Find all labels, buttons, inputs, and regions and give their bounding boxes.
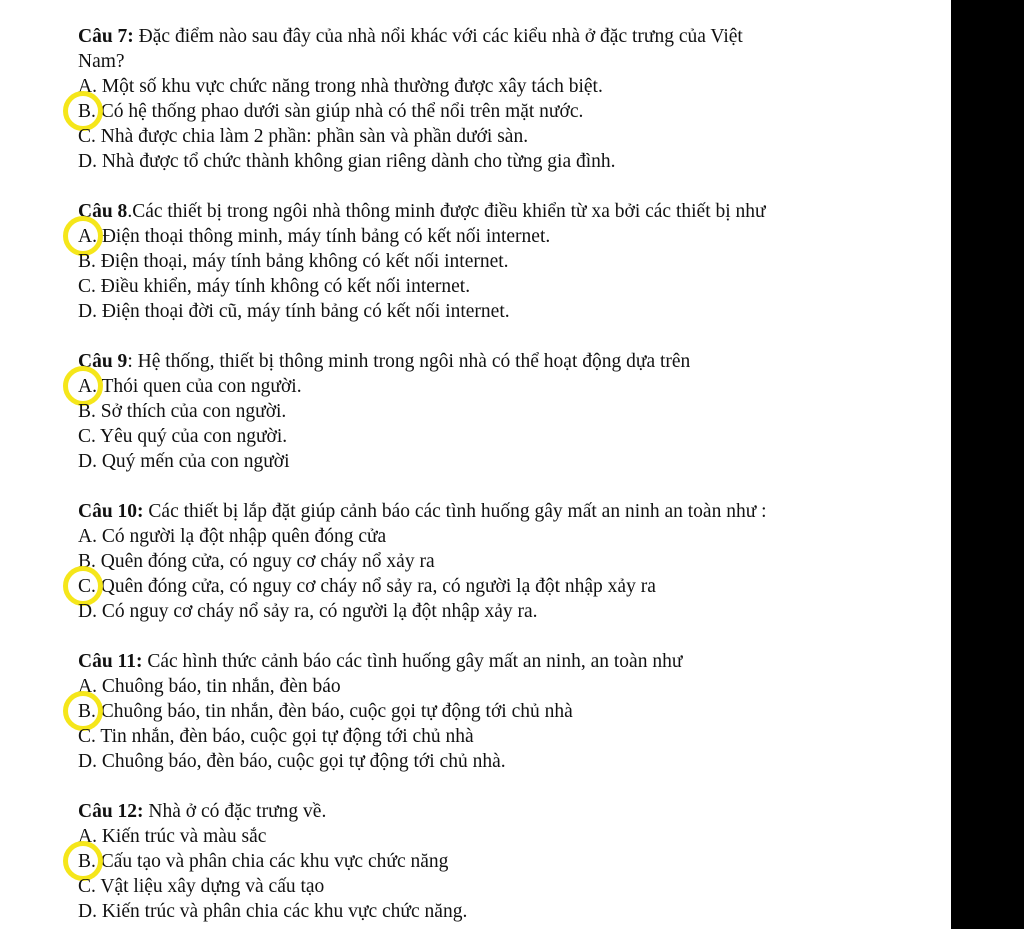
question-12-option-d: D. Kiến trúc và phân chia các khu vực chức năng. bbox=[78, 901, 468, 922]
question-9-stem: Câu 9: Hệ thống, thiết bị thông minh trong ngôi nhà có thể hoạt động dựa trên bbox=[78, 351, 691, 372]
question-sheet bbox=[78, 24, 938, 924]
question-7-option-a: A. Một số khu vực chức năng trong nhà thường được xây tách biệt. bbox=[78, 76, 603, 97]
question-10-option-d: D. Có nguy cơ cháy nổ sảy ra, có người lạ đột nhập xảy ra. bbox=[78, 601, 538, 622]
question-9-option-b: B. Sở thích của con người. bbox=[78, 401, 287, 422]
question-label: Câu 8 bbox=[78, 201, 128, 222]
question-11-option-c: C. Tin nhắn, đèn báo, cuộc gọi tự động tới chủ nhà bbox=[78, 726, 474, 747]
question-12-option-a: A. Kiến trúc và màu sắc bbox=[78, 826, 267, 847]
question-8-option-a: A. Điện thoại thông minh, máy tính bảng có kết nối internet. bbox=[78, 224, 938, 249]
question-9-option-d: D. Quý mến của con người bbox=[78, 451, 290, 472]
question-8-stem: Câu 8.Các thiết bị trong ngôi nhà thông minh được điều khiển từ xa bởi các thiết bị như bbox=[78, 201, 766, 222]
question-9-option-c: C. Yêu quý của con người. bbox=[78, 426, 288, 447]
question-12-option-c: C. Vật liệu xây dựng và cấu tạo bbox=[78, 876, 325, 897]
question-label: Câu 9 bbox=[78, 351, 128, 372]
question-12-stem: Câu 12: Nhà ở có đặc trưng về. bbox=[78, 801, 327, 822]
question-10-option-a: A. Có người lạ đột nhập quên đóng cửa bbox=[78, 526, 387, 547]
question-7-stem-cont: Nam? bbox=[78, 51, 125, 72]
right-black-bar bbox=[951, 0, 1024, 929]
question-10-option-b: B. Quên đóng cửa, có nguy cơ cháy nổ xảy ra bbox=[78, 551, 435, 572]
question-7-option-b: B. Có hệ thống phao dưới sàn giúp nhà có thể nổi trên mặt nước. bbox=[78, 99, 938, 124]
question-7-stem: Câu 7: Đặc điểm nào sau đây của nhà nổi khác với các kiểu nhà ở đặc trưng của Việt bbox=[78, 26, 743, 47]
question-label: Câu 12: bbox=[78, 801, 144, 822]
question-8-option-d: D. Điện thoại đời cũ, máy tính bảng có kết nối internet. bbox=[78, 301, 510, 322]
question-label: Câu 10: bbox=[78, 501, 144, 522]
question-12-option-b: B. Cấu tạo và phân chia các khu vực chức năng bbox=[78, 849, 938, 874]
question-10-stem: Câu 10: Các thiết bị lắp đặt giúp cảnh báo các tình huống gây mất an ninh an toàn như : bbox=[78, 501, 767, 522]
question-8-option-c: C. Điều khiển, máy tính không có kết nối internet. bbox=[78, 276, 471, 297]
question-10-option-c: C. Quên đóng cửa, có nguy cơ cháy nổ sảy ra, có người lạ đột nhập xảy ra bbox=[78, 574, 938, 599]
question-7-option-d: D. Nhà được tổ chức thành không gian riêng dành cho từng gia đình. bbox=[78, 151, 616, 172]
question-11-stem: Câu 11: Các hình thức cảnh báo các tình huống gây mất an ninh, an toàn như bbox=[78, 651, 683, 672]
question-11-option-a: A. Chuông báo, tin nhắn, đèn báo bbox=[78, 676, 341, 697]
question-8-option-b: B. Điện thoại, máy tính bảng không có kết nối internet. bbox=[78, 251, 509, 272]
question-label: Câu 7: bbox=[78, 26, 134, 47]
question-9-option-a: A. Thói quen của con người. bbox=[78, 374, 938, 399]
question-11-option-d: D. Chuông báo, đèn báo, cuộc gọi tự động tới chủ nhà. bbox=[78, 751, 506, 772]
question-7-option-c: C. Nhà được chia làm 2 phần: phần sàn và phần dưới sàn. bbox=[78, 126, 529, 147]
question-label: Câu 11: bbox=[78, 651, 143, 672]
question-11-option-b: B. Chuông báo, tin nhắn, đèn báo, cuộc gọi tự động tới chủ nhà bbox=[78, 699, 938, 724]
